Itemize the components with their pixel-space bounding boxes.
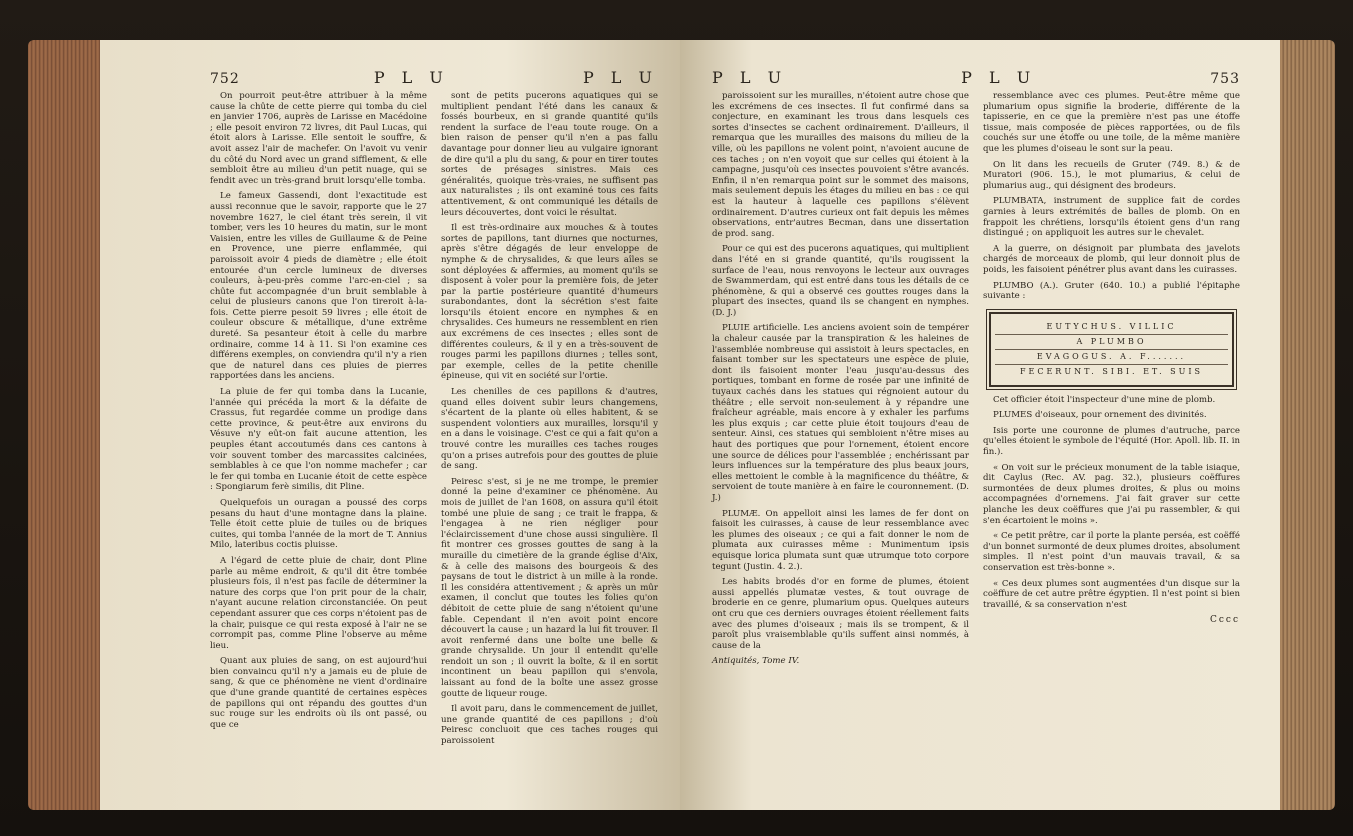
left-running-head: [210, 68, 658, 87]
paragraph: A l'égard de cette pluie de chair, dont Pline parle au même endroit, & qu'il dit être tombée plusieurs fois, il n'est pas facile de déterminer la nature des corps que l'on prit pour de la chair, n'ayant aucune relation circonstanciée. On peut cependant assurer que ces corps n'étoient pas de la chair, puisque ce qui resta exposé à l'air ne se corrompit pas, comme Pline l'observe au même lieu.: [210, 555, 427, 651]
right-page-edges: [1275, 40, 1335, 810]
left-column-1: [210, 91, 427, 752]
paragraph: « Ce petit prêtre, car il porte la plante perséa, est coëffé d'un bonnet surmonté de deux plumes droites, absolument simples. Il n'est point d'un mauvais travail, & sa conservation est très-bonne ».: [983, 531, 1240, 573]
paragraph: A la guerre, on désignoit par plumbata des javelots chargés de morceaux de plomb, qui leur donnoit plus de poids, les faisoient pénétrer plus avant dans les cuirasses.: [983, 243, 1240, 275]
epitaph-line: EUTYCHUS. VILLIC: [995, 320, 1228, 335]
right-columns: [712, 91, 1240, 672]
paragraph: Les chenilles de ces papillons & d'autres, quand elles doivent subir leurs changemens, s'écartent de la plante où elles habitent, & se suspendent volontiers aux murailles, lorsqu'il y en a dans le voisinage. C'est ce qui a fait qu'on a trouvé contre les murailles ces taches rouges qu'on a prises autrefois pour des gouttes de pluie de sang.: [441, 387, 658, 472]
paragraph: paroissoient sur les murailles, n'étoient autre chose que les excrémens de ces insectes. Il fut confirmé dans sa conjecture, en examinant les trous dans lesquels ces sortes d'insectes se cachent ordinairement. D'ailleurs, il remarqua que les murailles des maisons du milieu de la ville, où les papillons ne volent point, n'avoient aucune de ces taches ; on n'en voyoit que sur celles qui étoient à la campagne, jusqu'où ces insectes pouvoient s'être avancés. Enfin, il n'en remarqua point sur le sommet des maisons, mais seulement depuis les étages du milieu en bas : ce qui est la hauteur à laquelle ces papillons s'élèvent ordinairement. D'autres curieux ont fait depuis les mêmes observations, entr'autres Becman, dans une dissertation de prod. sang.: [712, 91, 969, 239]
paragraph: Il est très-ordinaire aux mouches & à toutes sortes de papillons, tant diurnes que nocturnes, après s'être dégagés de leur enveloppe de nymphe & de chrysalides, & que leurs aîles se sont déployées & affermies, au moment qu'ils se disposent à voler pour la première fois, de jeter par la partie postérieure quantité d'humeurs surabondantes, dont la sécrétion s'est faite lorsqu'ils étoient encore en nymphes & en chrysalides. Ces humeurs ne ressemblent en rien aux excrémens de ces insectes ; elles sont de différentes couleurs, & il y en a très-souvent de rouges parmi les papillons diurnes ; telles sont, par exemple, celles de la petite chenille épineuse, qui vit en société sur l'ortie.: [441, 223, 658, 382]
epitaph-box: [989, 312, 1234, 387]
epitaph-line: EVAGOGUS. A. F.......: [995, 350, 1228, 365]
paragraph: PLUMES d'oiseaux, pour ornement des divinités.: [993, 410, 1207, 421]
paragraph: Il avoit paru, dans le commencement de juillet, une grande quantité de ces papillons ; d'où Peiresc concluoit que ces taches rouges qui paroissoient: [441, 704, 658, 747]
right-column-1: [712, 91, 969, 672]
paragraph: On pourroit peut-être attribuer à la même cause la chûte de cette pierre qui tomba du ciel en janvier 1706, auprès de Larisse en Macédoine ; elle pesoit environ 72 livres, dit Paul Lucas, qui étoit alors à Larisse. Elle sentoit le souffre, & avoit assez l'air de machefer. On l'avoit vu venir du côté du Nord avec un grand sifflement, & elle sembloit être au milieu d'un petit nuage, qui se fendit avec un très-grand bruit lorsqu'elle tomba.: [210, 91, 427, 186]
left-page-number: 752: [210, 71, 240, 87]
paragraph: Quelquefois un ouragan a poussé des corps pesans du haut d'une montagne dans la plaine. Telle étoit cette pluie de tuiles ou de briques cuites, qui tomba l'année de la mort de T. Annius Milo, lateribus coctis pluisse.: [210, 497, 427, 551]
paragraph: Le fameux Gassendi, dont l'exactitude est aussi reconnue que le savoir, rapporte que le 27 novembre 1627, le ciel étant très serein, il vit tomber, vers les 10 heures du matin, sur le mont Vaisien, entre les villes de Guillaume & de Peine en Provence, une pierre enflammée, qui paroissoit avoir 4 pieds de diamètre ; elle étoit entourée d'un cercle lumineux de diverses couleurs, à-peu-près comme l'arc-en-ciel ; sa chûte fut accompagnée d'un bruit semblable à celui de plusieurs canons que l'on tireroit à-la-fois. Cette pierre pesoit 59 livres ; elle étoit de couleur obscure & métallique, d'une extrême dureté. Sa pesanteur étoit à celle du marbre ordinaire, comme 14 à 11. Si l'on examine ces différens exemples, on conviendra qu'il n'y a rien que de naturel dans ces pluies de pierres rapportées dans les anciens.: [210, 191, 427, 382]
left-page: [100, 40, 680, 810]
right-running-head-left: P L U: [712, 68, 788, 87]
signature-mark: Cccc: [1209, 615, 1240, 626]
left-column-2: [441, 91, 658, 752]
paragraph: La pluie de fer qui tomba dans la Lucanie, l'année qui précéda la mort & la défaite de Crassus, fut regardée comme un prodige dans cette province, & peut-être aux environs du Vésuve n'y eût-on fait aucune attention, les peuples étant accoutumés dans ces cantons à voir souvent tomber des marcassites calcinées, semblables à ce que l'on nomme machefer ; car le fer qui tomba en Lucanie étoit de cette espèce : Spongiarum ferè similis, dit Pline.: [210, 387, 427, 493]
paragraph: On lit dans les recueils de Gruter (749. 8.) & de Muratori (906. 15.), le mot plumarius, & celui de plumarius aug., qui désignent des brodeurs.: [983, 159, 1240, 191]
paragraph: Peiresc s'est, si je ne me trompe, le premier donné la peine d'examiner ce phénomène. Au mois de juillet de l'an 1608, on assura qu'il étoit tombé une pluie de sang ; ce trait le frappa, & l'engagea à ne rien négliger pour l'éclaircissement d'une chose aussi singulière. Il fit montrer ces grosses gouttes de sang à la muraille du cimetière de la grande église d'Aix, & à celle des maisons des bourgeois & des paysans de tout le district à un mille à la ronde. Il les considéra attentivement ; & après un mûr examen, il conclut que toutes les folies qu'on débitoit de cette pluie de sang n'étoient qu'une fable. Cependant il n'en avoit point encore découvert la cause ; un hazard la lui fit trouver. Il avoit renfermé dans une boîte une belle & grande chrysalide. Un jour il entendit qu'elle rendoit un son ; il ouvrit la boîte, & il en sortit incontinent un beau papillon qui s'envola, laissant au fond de la boîte une assez grosse goutte de liqueur rouge.: [441, 476, 658, 699]
paragraph: « On voit sur le précieux monument de la table isiaque, dit Caylus (Rec. AV. pag. 32.), plusieurs coëffures surmontées de deux plumes droites, & plus ou moins accompagnées d'ornemens. J'ai fait graver sur cette planche les deux coëffures que j'ai pu rassembler, & qui s'en écartoient le moins ».: [983, 462, 1240, 526]
paragraph: PLUIE artificielle. Les anciens avoient soin de tempérer la chaleur causée par la transpiration & les haleines de l'assemblée nombreuse qui assistoit à leurs spectacles, en faisant tomber sur les spectateurs une espèce de pluie, dont ils faisoient monter l'eau jusqu'au-dessus des portiques, tombant en forme de rosée par une infinité de tuyaux cachés dans les statues qui régnoient autour du théâtre ; elle servoit non-seulement à y répandre une fraîcheur agréable, mais encore à y exhaler les parfums les plus exquis ; car cette pluie étoit toujours d'eau de senteur. Ainsi, ces statues qui sembloient n'être mises au haut des portiques que pour l'ornement, étoient encore une source de délices pour l'assemblée ; enchérissant par leurs influences sur la température des plus beaux jours, elles mettoient le comble à la magnificence du théâtre, & servoient de toute manière à en faire le couronnement. (D. J.): [712, 323, 969, 503]
right-page: [680, 40, 1280, 810]
right-running-head-right: P L U: [961, 68, 1037, 87]
epitaph-line: A PLUMBO: [995, 335, 1228, 350]
footer-note: Antiquités, Tome IV.: [712, 656, 800, 667]
paragraph: PLUMBO (A.). Gruter (640. 10.) a publié l'épitaphe suivante :: [983, 280, 1240, 302]
right-column-2: [983, 91, 1240, 672]
right-page-number: 753: [1210, 71, 1240, 87]
paragraph: « Ces deux plumes sont augmentées d'un disque sur la coëffure de cet autre prêtre égyptien. Il n'est point si bien travaillé, & sa conservation n'est: [983, 578, 1240, 610]
epitaph-line: FECERUNT. SIBI. ET. SUIS: [1019, 366, 1204, 376]
paragraph: ressemblance avec ces plumes. Peut-être même que plumarium opus signifie la broderie, différente de la tapisserie, en ce que la première n'est pas une étoffe tissue, mais composée de pièces rapportées, ou de fils couchés sur une étoffe ou une toile, de la même manière que les plumes d'oiseau le sont sur la peau.: [983, 91, 1240, 154]
left-columns: [210, 91, 658, 752]
paragraph: Quant aux pluies de sang, on est aujourd'hui bien convaincu qu'il n'y a jamais eu de pluie de sang, & que ce phénomène ne vient d'ordinaire que d'une grande quantité de certaines espèces de papillons qui ont répandu des gouttes d'un suc rouge sur les endroits où ils ont passé, ou que ce: [210, 656, 427, 730]
paragraph: PLUMÆ. On appelloit ainsi les lames de fer dont on faisoit les cuirasses, à cause de leur ressemblance avec les plumes des oiseaux ; ce qui a fait donner le nom de plumata aux cuirasses même : Munimentum ipsis equisque lorica plumata sunt quæ utrumque toto corpore tegunt (Justin. 4. 2.).: [712, 508, 969, 572]
paragraph: sont de petits pucerons aquatiques qui se multiplient pendant l'été dans les canaux & fossés bourbeux, en si grande quantité qu'ils rendent la surface de l'eau toute rouge. On a bien raison de penser qu'il n'en a pas fallu davantage pour donner lieu au vulgaire ignorant de dire qu'il a plu du sang, & pour en tirer toutes sortes de présages sinistres. Mais ces généralités, quoique très-vraies, ne suffisent pas aux naturalistes ; ils ont examiné tous ces faits attentivement, & ont communiqué les détails de leurs découvertes, dont voici le résultat.: [441, 91, 658, 218]
paragraph: PLUMBATA, instrument de supplice fait de cordes garnies à leurs extrémités de balles de plomb. On en frappoit les chrétiens, lorsqu'ils étoient gens d'un rang distingué ; on appliquoit les autres sur le chevalet.: [983, 196, 1240, 239]
left-running-head-right: P L U: [582, 68, 658, 87]
paragraph: Cet officier étoit l'inspecteur d'une mine de plomb.: [993, 394, 1216, 405]
right-running-head: [712, 68, 1240, 87]
paragraph: Les habits brodés d'or en forme de plumes, étoient aussi appellés plumatæ vestes, & tout ouvrage de broderie en ce genre, plumarium opus. Quelques auteurs ont cru que ces derniers ouvrages étoient réellement faits avec des plumes d'oiseaux ; mais ils se trompent, & il paroît plus vraisemblable qu'ils suffent ainsi nommés, à cause de la: [712, 577, 969, 651]
paragraph: Isis porte une couronne de plumes d'autruche, parce qu'elles étoient le symbole de l'équité (Hor. Apoll. lib. II. in fin.).: [983, 425, 1240, 458]
paragraph: Pour ce qui est des pucerons aquatiques, qui multiplient dans l'été en si grande quantité, qu'ils rougissent la surface de l'eau, nous renvoyons le lecteur aux ouvrages de Swammerdam, qui est entré dans tous les détails de ce phénomène, & qui a observé ces gouttes rouges dans la plupart des insectes, quand ils se changent en nymphes. (D. J.): [712, 244, 969, 318]
left-running-head-left: P L U: [373, 68, 449, 87]
